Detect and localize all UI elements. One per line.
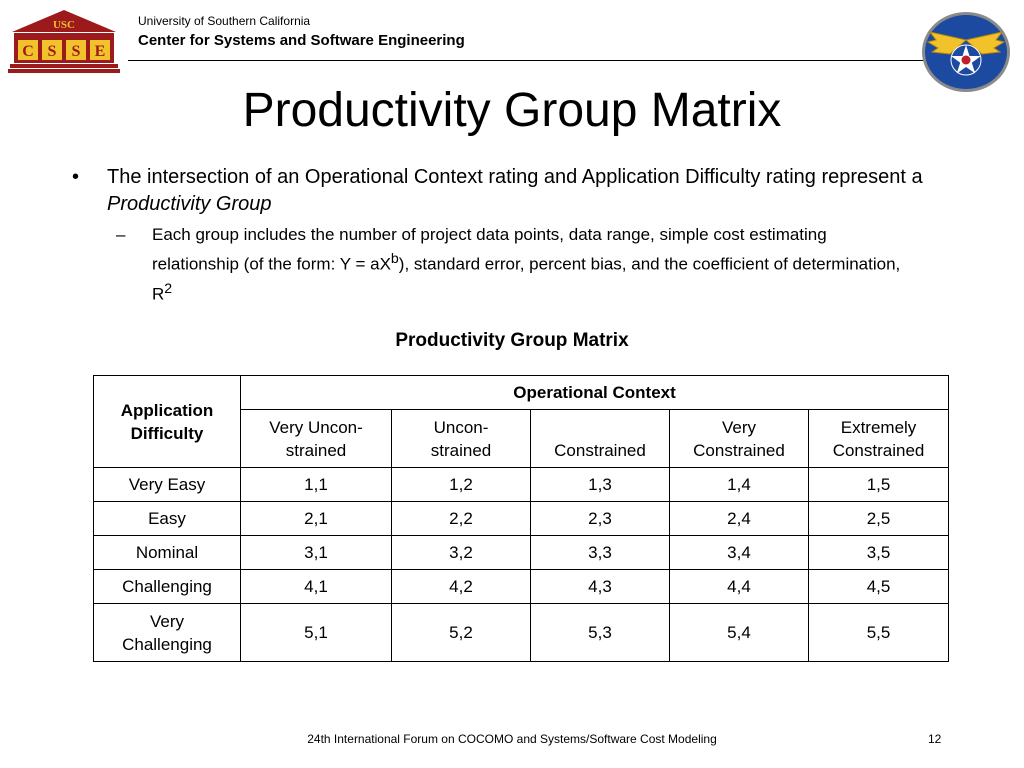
table-row <box>94 604 949 662</box>
slide-title: Productivity Group Matrix <box>242 84 782 137</box>
table-cell: 2,2 <box>392 502 531 536</box>
table-cell: 2,3 <box>531 502 670 536</box>
row-label: Challenging <box>94 570 241 604</box>
row-label: Very Easy <box>94 468 241 502</box>
column-header <box>241 410 392 468</box>
table-cell: 3,5 <box>809 536 949 570</box>
svg-text:S: S <box>71 43 81 60</box>
column-header <box>670 410 809 468</box>
column-header <box>531 410 670 468</box>
table-cell: 2,4 <box>670 502 809 536</box>
table-cell: 1,3 <box>531 468 670 502</box>
row-label-line: Challenging <box>122 634 212 654</box>
column-header-line <box>535 416 665 439</box>
table-cell: 1,5 <box>809 468 949 502</box>
column-header-line: Extremely <box>840 417 917 437</box>
table-cell: 5,3 <box>531 604 670 662</box>
column-header <box>809 410 949 468</box>
center-name: Center for Systems and Software Engineering <box>138 32 465 49</box>
row-label: Easy <box>94 502 241 536</box>
column-header-line: Uncon- <box>433 417 489 437</box>
column-header-line: strained <box>285 440 347 460</box>
svg-text:USC: USC <box>52 19 76 31</box>
table-row <box>94 536 949 570</box>
column-header-line: strained <box>430 440 492 460</box>
sub-bullet-text <box>152 223 912 306</box>
productivity-matrix-table <box>93 375 949 662</box>
table-cell: 3,2 <box>392 536 531 570</box>
table-cell: 1,4 <box>670 468 809 502</box>
row-label <box>94 604 241 662</box>
table-cell: 4,4 <box>670 570 809 604</box>
bullet-text-plain: The intersection of an Operational Context rating and Application Difficulty rating represent a <box>107 166 923 188</box>
table-row <box>94 502 949 536</box>
row-label-line: Very <box>149 611 185 631</box>
column-header-line: Constrained <box>693 440 785 460</box>
table-caption: Productivity Group Matrix <box>395 330 629 351</box>
header-row-group <box>94 376 949 410</box>
superscript-b: b <box>390 251 399 267</box>
institution-name: University of Southern California <box>138 14 311 28</box>
footer-text: 24th International Forum on COCOMO and Systems/Software Cost Modeling <box>307 732 717 746</box>
air-force-logo <box>920 10 1012 94</box>
column-header <box>392 410 531 468</box>
column-header-line: Very <box>721 417 757 437</box>
column-header-line: Constrained <box>832 440 925 460</box>
column-header-line: Very Uncon- <box>269 417 363 437</box>
superscript-2: 2 <box>164 280 173 297</box>
bullet-text <box>107 164 952 218</box>
table-cell: 4,5 <box>809 570 949 604</box>
table-cell: 1,2 <box>392 468 531 502</box>
sub-bullet-marker: – <box>116 225 126 244</box>
row-header-line: Difficulty <box>130 423 204 443</box>
table-cell: 3,4 <box>670 536 809 570</box>
bullet-text-italic: Productivity Group <box>107 193 272 215</box>
table-cell: 5,5 <box>809 604 949 662</box>
header-divider <box>128 60 928 61</box>
table-cell: 5,2 <box>392 604 531 662</box>
table-row <box>94 468 949 502</box>
table-cell: 2,5 <box>809 502 949 536</box>
table-cell: 3,1 <box>241 536 392 570</box>
table-cell: 3,3 <box>531 536 670 570</box>
svg-text:C: C <box>22 43 34 60</box>
row-label: Nominal <box>94 536 241 570</box>
csse-logo <box>8 8 120 74</box>
table-cell: 2,1 <box>241 502 392 536</box>
group-header-cell: Operational Context <box>241 376 949 410</box>
bullet-marker: • <box>72 166 80 188</box>
table-cell: 5,1 <box>241 604 392 662</box>
table-cell: 5,4 <box>670 604 809 662</box>
column-header-line: Constrained <box>554 440 646 460</box>
table-cell: 4,3 <box>531 570 670 604</box>
svg-text:S: S <box>47 43 57 60</box>
svg-text:E: E <box>94 43 106 60</box>
page-number: 12 <box>928 732 942 746</box>
sub-bullet-text-a: Each group includes the number of project data points, data range, simple cost estimating relationship (of the form: Y = aX <box>152 225 827 274</box>
table-cell: 4,2 <box>392 570 531 604</box>
sub-bullet-text-b: ), standard error, percent bias, and the coefficient of determination, R <box>152 254 901 304</box>
table-cell: 4,1 <box>241 570 392 604</box>
table-cell: 1,1 <box>241 468 392 502</box>
row-header-line: Application <box>120 400 214 420</box>
table-row <box>94 570 949 604</box>
row-header-cell <box>94 376 241 468</box>
